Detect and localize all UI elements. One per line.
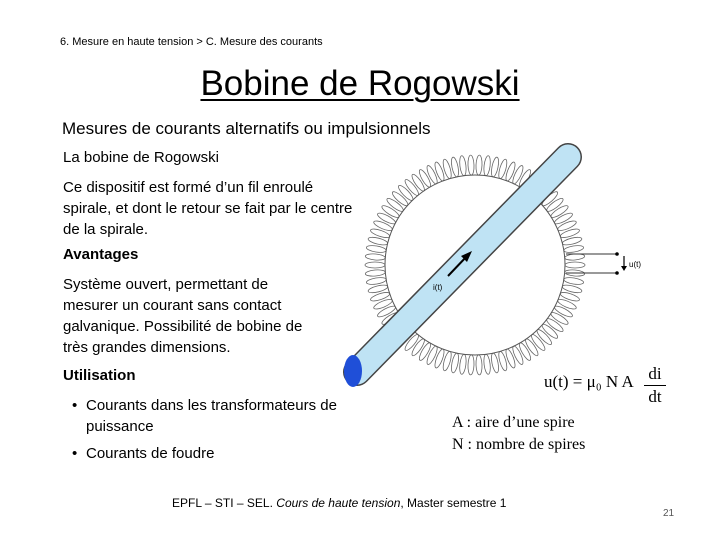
coil-turn	[483, 155, 491, 176]
coil-turn	[433, 161, 446, 182]
intro-text: Ce dispositif est formé d’un fil enroulé spirale, et dont le retour se fait par le centre de la spirale.	[63, 179, 353, 238]
coil-turn	[563, 276, 584, 285]
definition-turns: N : nombre de spires	[452, 436, 586, 453]
formula-fraction	[644, 364, 666, 407]
current-label: i(t)	[433, 283, 443, 292]
footer-prefix: EPFL – STI – SEL.	[172, 496, 273, 510]
usage-item-transformers: • Courants dans les transformateurs de puissance	[72, 395, 372, 437]
output-leads	[566, 252, 627, 275]
coil-turn	[511, 345, 525, 366]
coil-turn	[366, 244, 387, 253]
page-number: 21	[663, 508, 675, 519]
rogowski-formula	[544, 364, 674, 410]
coil-turn	[557, 298, 578, 311]
coil-turn	[425, 345, 439, 366]
formula-lhs: u(t) = μ₀ N A	[544, 372, 634, 391]
rogowski-coil-diagram	[340, 140, 670, 400]
coil-turn	[366, 276, 387, 285]
intro-heading: La bobine de Rogowski	[63, 149, 219, 166]
coil-turn	[365, 269, 385, 277]
formula-denominator: dt	[648, 387, 662, 406]
formula-numerator: di	[648, 364, 662, 383]
coil-turn	[563, 244, 584, 253]
coil-turn	[476, 155, 483, 175]
advantages-text: Système ouvert, permettant de mesurer un courant sans contact galvanique. Possibilité de bobine de très grandes dimensions.	[63, 276, 303, 356]
coil-turn	[468, 355, 475, 375]
coil-turn	[476, 355, 483, 375]
conductor-end-cap	[344, 355, 362, 387]
usage-item-lightning: • Courants de foudre	[72, 443, 372, 464]
coil-turn	[504, 161, 517, 182]
coil-turn	[373, 298, 394, 311]
definition-area: A : aire d’une spire	[452, 414, 575, 431]
slide-title-text: Bobine de Rogowski	[200, 64, 520, 103]
coil-turn	[553, 304, 573, 319]
voltage-label: u(t)	[629, 260, 641, 269]
footer-course: Cours de haute tension	[276, 496, 401, 510]
usage-list	[72, 395, 372, 470]
footer	[172, 496, 506, 510]
coil-turn	[468, 155, 475, 175]
coil-turn	[511, 164, 525, 185]
coil-turn	[397, 184, 415, 203]
slide-subtitle: Mesures de courants alternatifs ou impulsionnels	[62, 119, 431, 138]
breadcrumb: 6. Mesure en haute tension > C. Mesure des courants	[60, 36, 323, 48]
coil-turn	[553, 211, 573, 226]
coil-turn	[376, 211, 396, 226]
coil-turn	[433, 348, 446, 369]
advantages-heading: Avantages	[63, 246, 139, 263]
footer-suffix: , Master semestre 1	[400, 496, 507, 510]
coil-turn	[504, 348, 517, 369]
coil-turn	[557, 219, 578, 232]
coil-turn	[535, 328, 553, 347]
coil-turn	[373, 219, 394, 232]
coil-turn	[459, 155, 467, 176]
coil-turn	[459, 354, 467, 375]
coil-turn	[425, 164, 439, 185]
coil-turn	[365, 262, 385, 268]
usage-heading: Utilisation	[63, 367, 136, 384]
coil-turn	[483, 354, 491, 375]
coil-turn	[365, 253, 385, 261]
coil-turn	[565, 262, 585, 268]
slide-title	[0, 64, 720, 104]
